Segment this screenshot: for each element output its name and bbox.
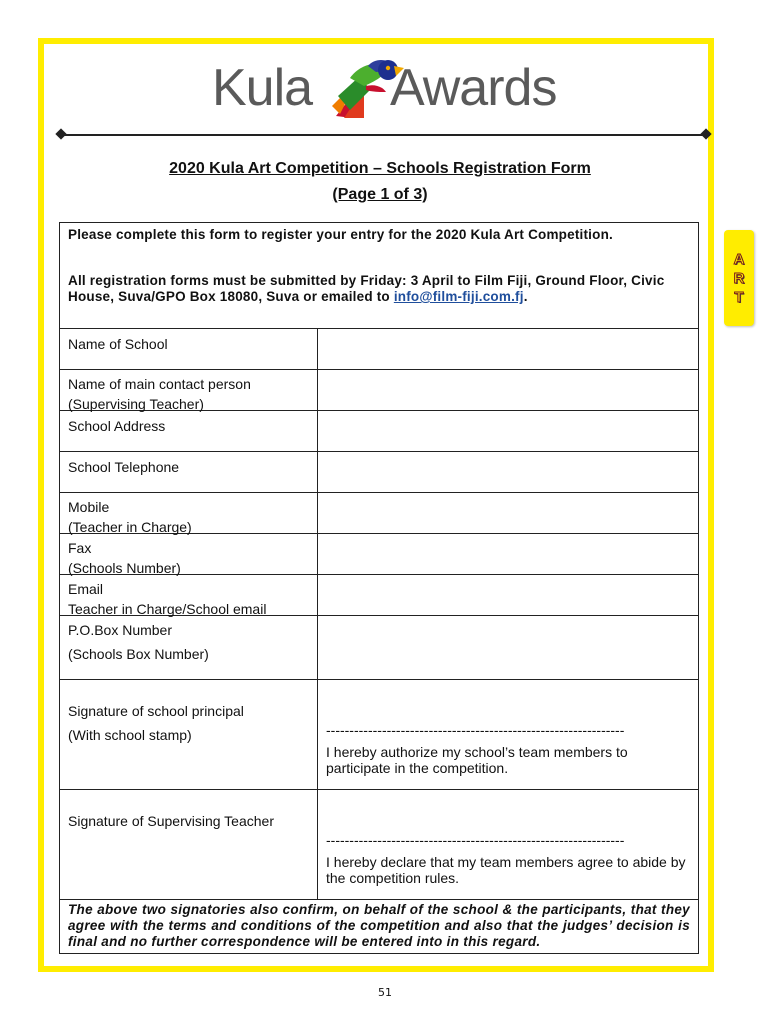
email-field[interactable] [318, 575, 698, 615]
field-label: Signature of school principal (With school stamp) [60, 680, 318, 789]
field-label: School Address [60, 411, 318, 451]
contact-person-field[interactable] [318, 370, 698, 410]
side-tab-letter-r: R [733, 269, 745, 287]
instructions-line-2: All registration forms must be submitted by Friday: 3 April to Film Fiji, Ground Floor, Civic House, Suva/GPO Box 18080, Suva or emailed to info@film-fiji.com.fj. [68, 273, 665, 304]
principal-signature-field[interactable] [318, 680, 698, 789]
school-telephone-field[interactable] [318, 452, 698, 492]
side-tab-letter-t: T [734, 288, 744, 306]
form-row-fax [60, 534, 698, 575]
form-row-school-telephone [60, 452, 698, 493]
school-name-field[interactable] [318, 329, 698, 369]
logo-word-awards: Awards [390, 59, 557, 117]
mobile-field[interactable] [318, 493, 698, 533]
teacher-signature-field[interactable] [318, 790, 698, 899]
field-label: Name of School [60, 329, 318, 369]
side-tab-letter-a: A [733, 250, 745, 268]
field-label: Mobile (Teacher in Charge) [60, 493, 318, 533]
submission-details: All registration forms must be submitted by Friday: 3 April to Film Fiji, Ground Floor, Civic House, Suva/GPO Box 18080, Suva or emailed to [68, 273, 665, 304]
fax-field[interactable] [318, 534, 698, 574]
form-page-indicator: (Page 1 of 3) [332, 186, 428, 203]
art-side-tab [724, 230, 754, 326]
header-divider [60, 134, 710, 136]
form-row-po-box [60, 616, 698, 680]
field-label: Name of main contact person (Supervising Teacher) [60, 370, 318, 410]
page-number: 51 [378, 986, 392, 999]
form-row-email [60, 575, 698, 616]
field-label: Fax (Schools Number) [60, 534, 318, 574]
form-title: 2020 Kula Art Competition – Schools Registration Form [169, 160, 591, 177]
form-row-principal-signature [60, 680, 698, 790]
logo-word-kula: Kula [212, 59, 313, 117]
principal-authorization-statement: I hereby authorize my school’s team members to participate in the competition. [326, 744, 628, 776]
email-link[interactable]: info@film-fiji.com.fj [393, 289, 524, 304]
signature-line: ---------------------------------------------------------------- [326, 832, 625, 848]
form-row-mobile [60, 493, 698, 534]
kula-awards-logo [212, 56, 592, 120]
field-label: Signature of Supervising Teacher [60, 790, 318, 899]
field-label: Email Teacher in Charge/School email [60, 575, 318, 615]
form-row-school-address [60, 411, 698, 452]
form-instructions [60, 223, 698, 329]
form-row-school-name [60, 329, 698, 370]
field-label: School Telephone [60, 452, 318, 492]
teacher-declaration-statement: I hereby declare that my team members agree to abide by the competition rules. [326, 854, 686, 886]
school-address-field[interactable] [318, 411, 698, 451]
signature-line: ---------------------------------------------------------------- [326, 722, 625, 738]
registration-form [59, 222, 699, 954]
form-row-contact-person [60, 370, 698, 411]
signatories-disclaimer: The above two signatories also confirm, on behalf of the school & the participants, that they agree with the terms and conditions of the competition and also that the judges’ decision is final and no further correspondence will be entered into in this regard. [68, 902, 690, 949]
instructions-line-1: Please complete this form to register your entry for the 2020 Kula Art Competition. [68, 227, 613, 242]
field-label: P.O.Box Number (Schools Box Number) [60, 616, 318, 679]
form-row-teacher-signature [60, 790, 698, 900]
po-box-field[interactable] [318, 616, 698, 679]
